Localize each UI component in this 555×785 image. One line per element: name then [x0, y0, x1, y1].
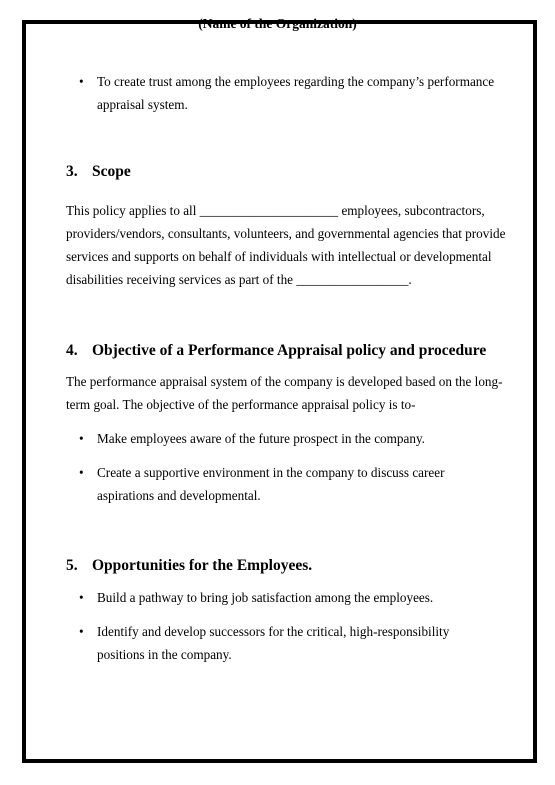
section-heading-opportunities [66, 557, 312, 575]
paragraph-line: disabilities receiving services as part of the _________________. [66, 272, 412, 287]
organization-name-header: (Name of the Organization) [198, 16, 357, 31]
bullet-icon: • [79, 624, 84, 639]
bullet-icon: • [79, 431, 84, 446]
scope-paragraph [66, 199, 506, 291]
list-item [79, 461, 457, 507]
section-number: 3. [66, 163, 78, 180]
list-item [79, 70, 497, 116]
list-item-text: Make employees aware of the future prospect in the company. [97, 431, 425, 446]
list-item-text: Create a supportive environment in the company to discuss career aspirations and developmental. [97, 465, 445, 503]
bullet-icon: • [79, 465, 84, 480]
section-title: Scope [92, 163, 131, 180]
list-item-text: Identify and develop successors for the critical, high-responsibility positions in the company. [97, 624, 450, 662]
list-item [79, 586, 497, 609]
list-item [79, 620, 497, 666]
list-item [79, 427, 497, 450]
paragraph-line: The performance appraisal system of the company is developed based on the long- [66, 374, 503, 389]
list-item-text: To create trust among the employees regarding the company’s performance appraisal system. [97, 74, 495, 112]
section-number: 5. [66, 557, 78, 574]
paragraph-line: services and supports on behalf of individuals with intellectual or developmental [66, 249, 492, 264]
list-item-text: Build a pathway to bring job satisfaction among the employees. [97, 590, 434, 605]
section-heading-scope [66, 163, 131, 181]
paragraph-line: term goal. The objective of the performance appraisal policy is to- [66, 397, 416, 412]
section-title: Opportunities for the Employees. [92, 557, 313, 574]
paragraph-line: This policy applies to all _____________________ employees, subcontractors, [66, 203, 485, 218]
section-title: Objective of a Performance Appraisal policy and procedure [92, 342, 487, 359]
section-heading-objective [66, 342, 486, 360]
bullet-icon: • [79, 74, 84, 89]
objective-paragraph [66, 370, 506, 416]
section-number: 4. [66, 342, 78, 359]
bullet-icon: • [79, 590, 84, 605]
paragraph-line: providers/vendors, consultants, volunteers, and governmental agencies that provide [66, 226, 506, 241]
